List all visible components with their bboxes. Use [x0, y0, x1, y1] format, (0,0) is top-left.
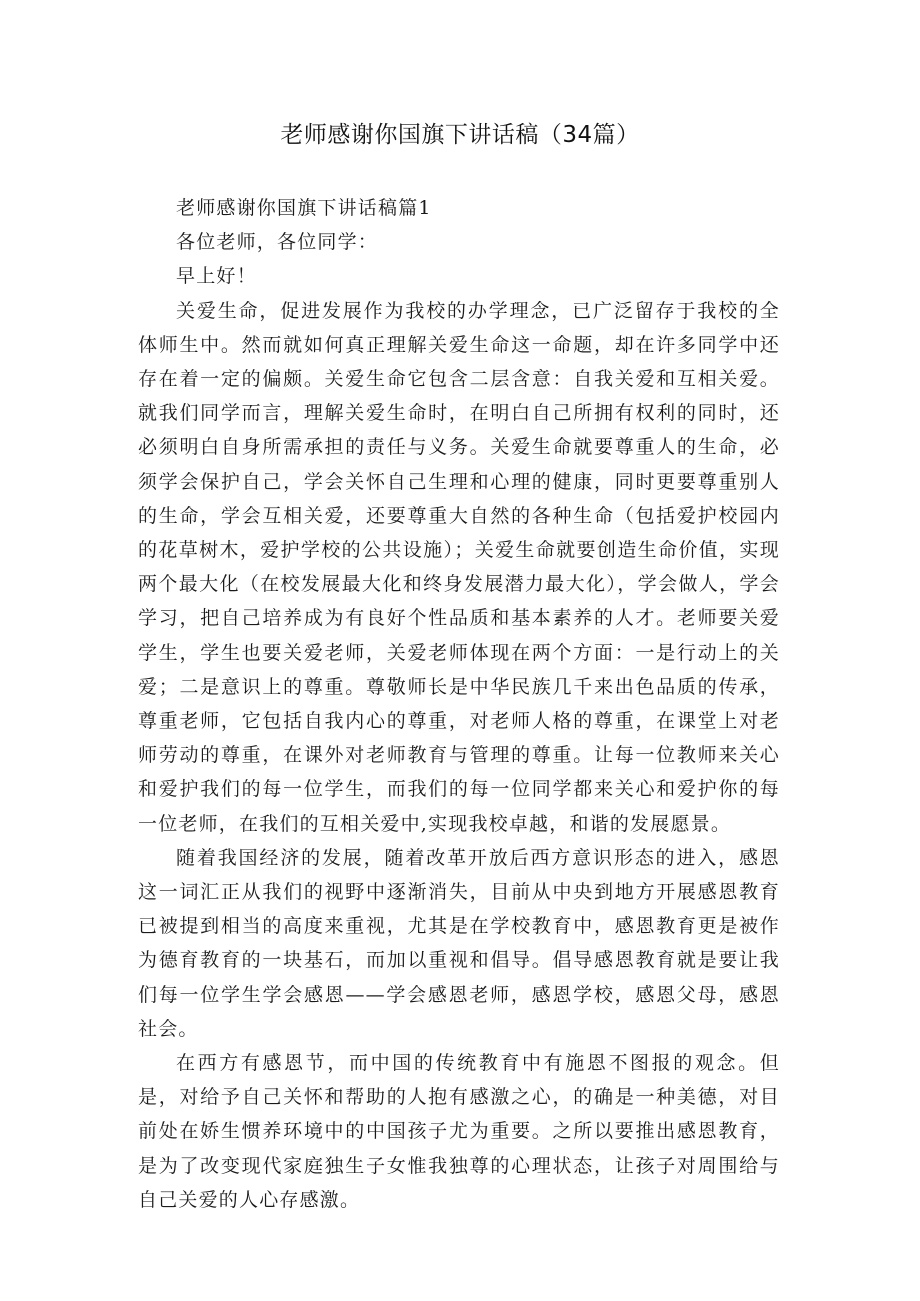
document-body: [138, 191, 780, 1217]
paragraph-3: 在西方有感恩节，而中国的传统教育中有施恩不图报的观念。但是，对给予自己关怀和帮助的人抱有感激之心，的确是一种美德，对目前处在娇生惯养环境中的中国孩子尤为重要。之所以要推出感恩教育，是为了改变现代家庭独生子女惟我独尊的心理状态，让孩子对周围给与自己关爱的人心存感激。: [138, 1052, 780, 1211]
section-heading: 老师感谢你国旗下讲话稿篇1: [176, 197, 432, 219]
paragraph-2: 随着我国经济的发展，随着改革开放后西方意识形态的进入，感恩这一词汇正从我们的视野中逐渐消失，目前从中央到地方开展感恩教育已被提到相当的高度来重视，尤其是在学校教育中，感恩教育更是被作为德育教育的一块基石，而加以重视和倡导。倡导感恩教育就是要让我们每一位学生学会感恩——学会感恩老师，感恩学校，感恩父母，感恩社会。: [138, 846, 780, 1040]
salutation: 各位老师，各位同学：: [176, 231, 379, 254]
paragraph-1: 关爱生命，促进发展作为我校的办学理念，已广泛留存于我校的全体师生中。然而就如何真正理解关爱生命这一命题，却在许多同学中还存在着一定的偏颇。关爱生命它包含二层含意：自我关爱和互相关爱。就我们同学而言，理解关爱生命时，在明白自己所拥有权利的同时，还必须明白自身所需承担的责任与义务。关爱生命就要尊重人的生命，必须学会保护自己，学会关怀自己生理和心理的健康，同时更要尊重别人的生命，学会互相关爱，还要尊重大自然的各种生命（包括爱护校园内的花草树木，爱护学校的公共设施）；关爱生命就要创造生命价值，实现两个最大化（在校发展最大化和终身发展潜力最大化），学会做人，学会学习，把自己培养成为有良好个性品质和基本素养的人才。老师要关爱学生，学生也要关爱老师，关爱老师体现在两个方面：一是行动上的关爱；二是意识上的尊重。尊敬师长是中华民族几千来出色品质的传承，尊重老师，它包括自我内心的尊重，对老师人格的尊重，在课堂上对老师劳动的尊重，在课外对老师教育与管理的尊重。让每一位教师来关心和爱护我们的每一位学生，而我们的每一位同学都来关心和爱护你的每一位老师，在我们的互相关爱中,实现我校卓越，和谐的发展愿景。: [138, 299, 780, 835]
document-title: 老师感谢你国旗下讲话稿（34篇）: [280, 122, 640, 148]
greeting: 早上好！: [176, 265, 257, 288]
